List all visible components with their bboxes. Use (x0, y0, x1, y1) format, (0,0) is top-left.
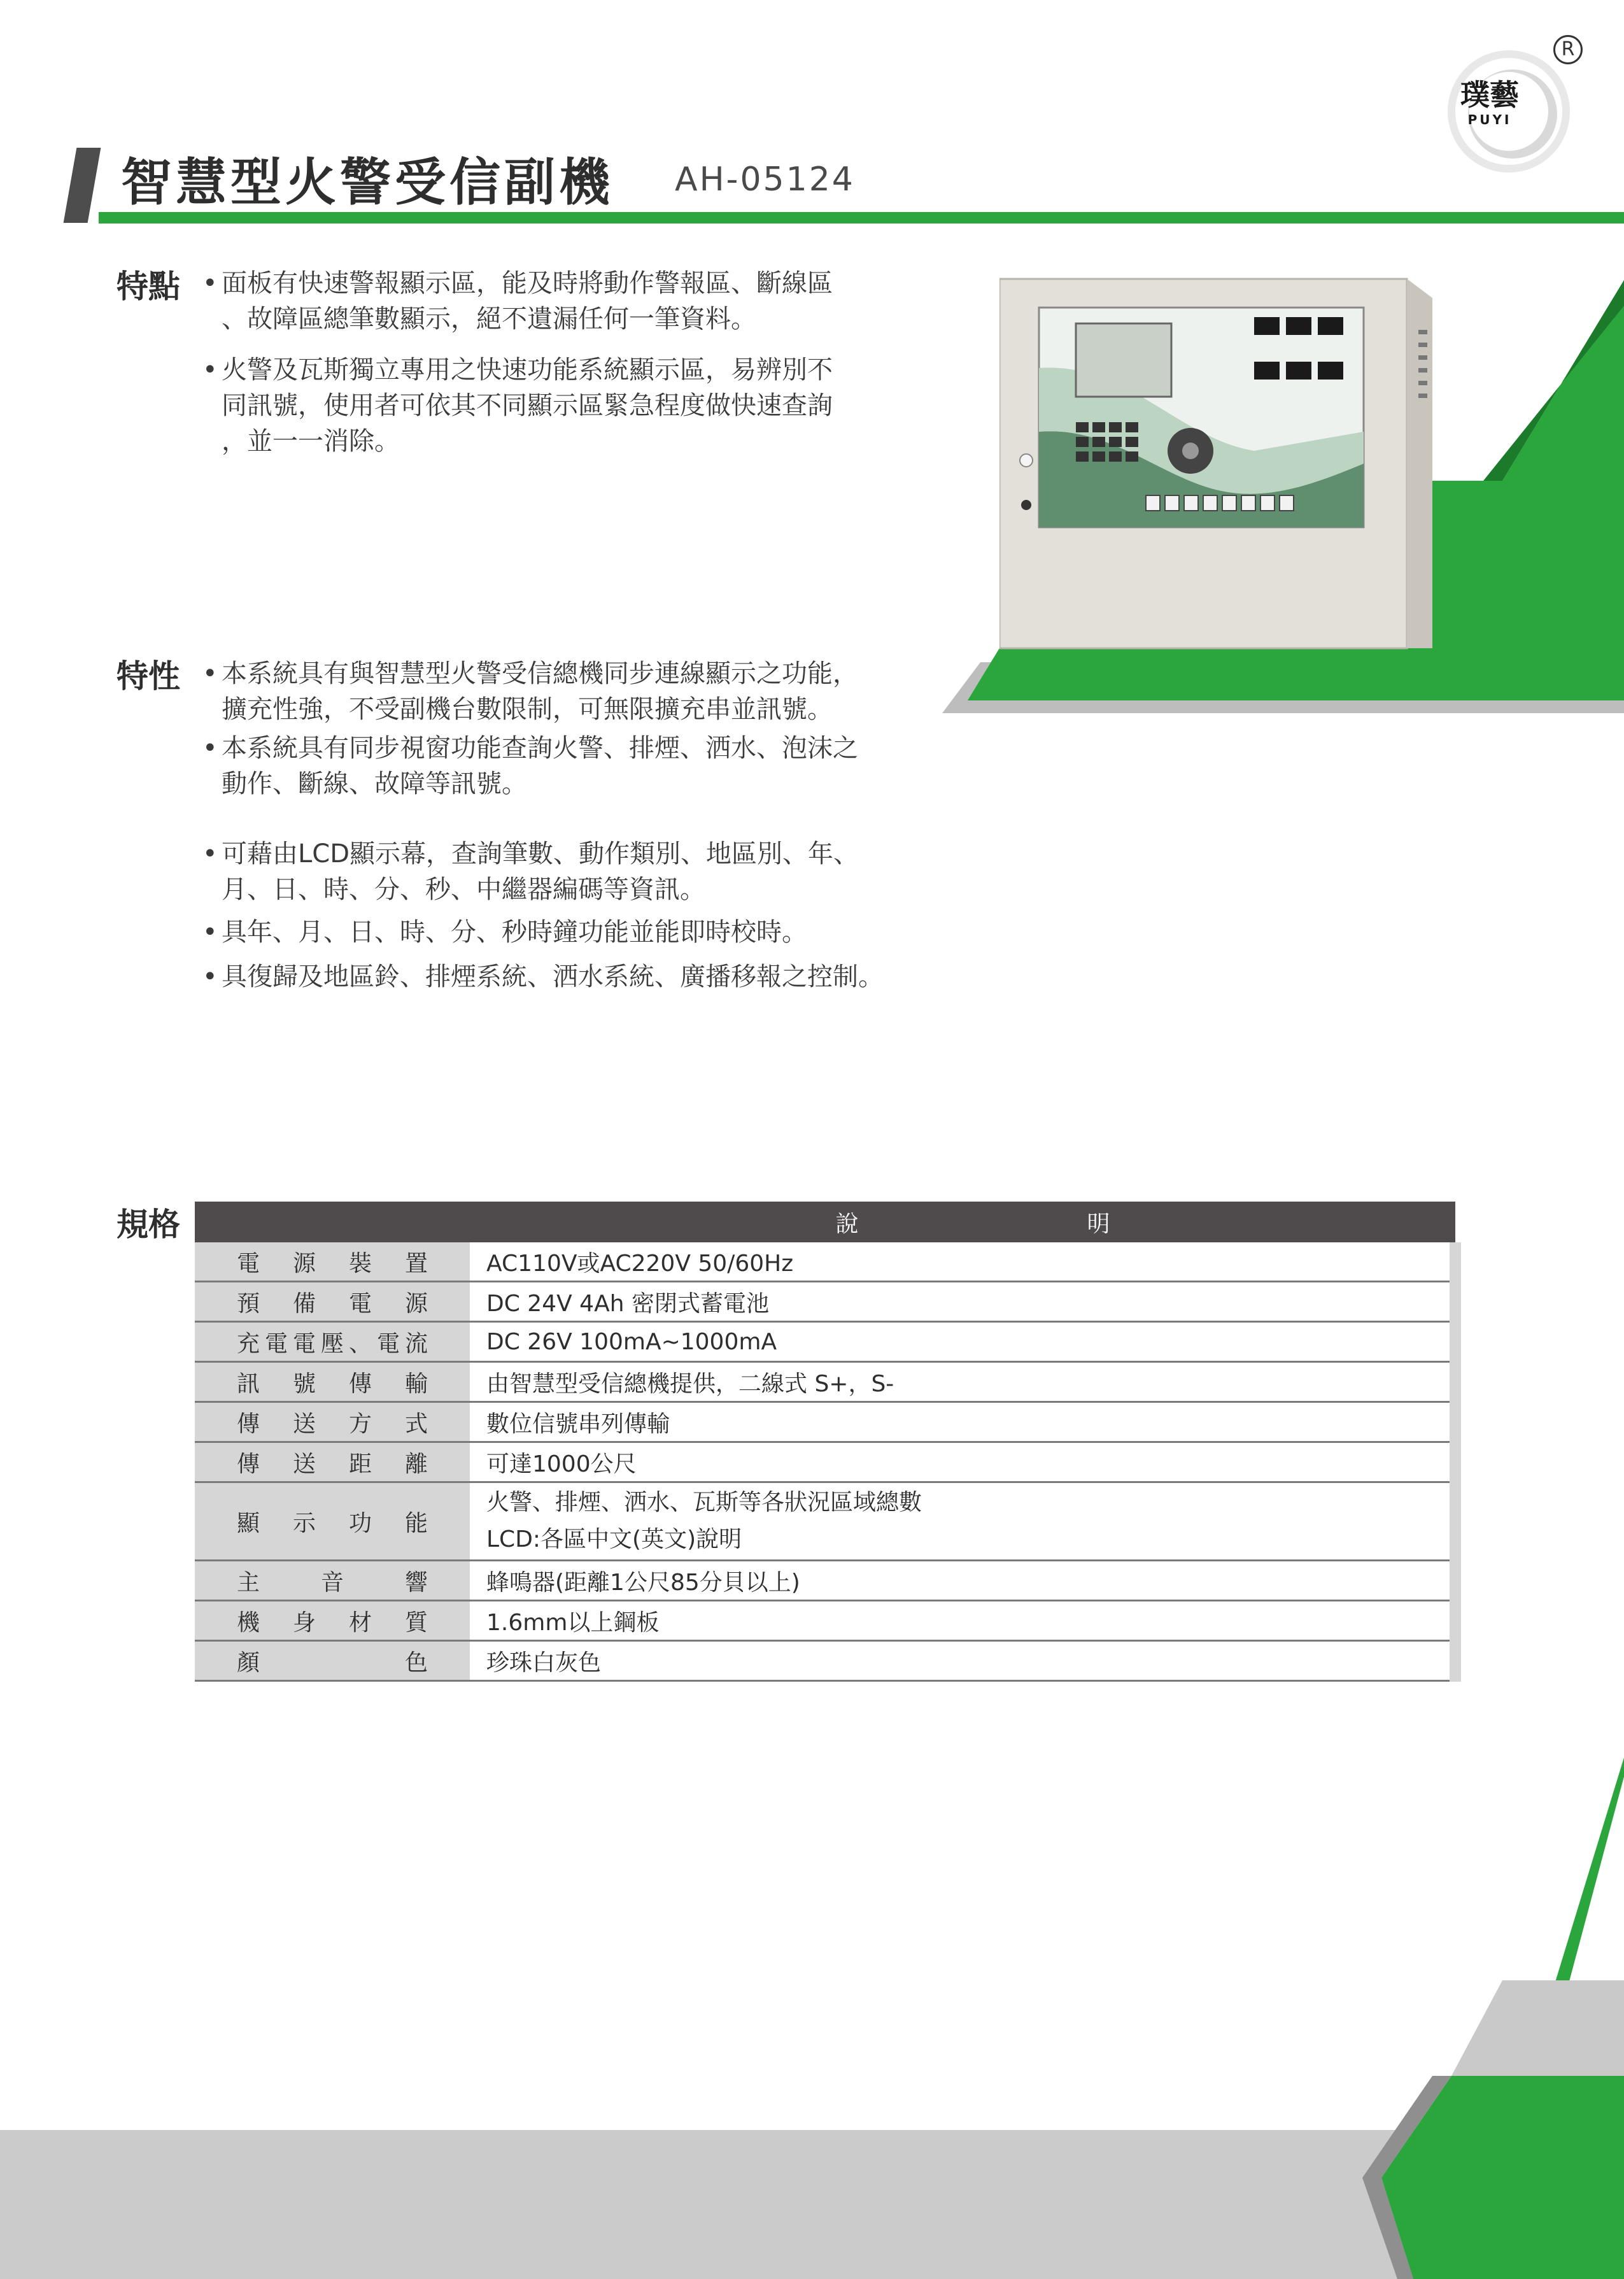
spec-value: DC 24V 4Ah 密閉式蓄電池 (470, 1282, 1455, 1322)
fire-alarm-panel-photo-icon (999, 273, 1445, 655)
registered-mark: R (1553, 35, 1583, 64)
spec-header-row (195, 1202, 1455, 1242)
spec-value: 可達1000公尺 (470, 1442, 1455, 1482)
feature-text: 面板有快速警報顯示區，能及時將動作警報區、斷線區 (222, 269, 833, 298)
spec-key: 訊號傳輸 (195, 1362, 470, 1402)
features-label: 特點 (117, 268, 180, 305)
characteristic-item: • 具復歸及地區鈴、排煙系統、洒水系統、廣播移報之控制。 (202, 962, 884, 991)
title-accent-bar (64, 148, 101, 223)
spec-table (195, 1202, 1461, 1682)
spec-header-right: 明 (1087, 1210, 1110, 1237)
table-row (195, 1362, 1455, 1402)
characteristic-text: 動作、斷線、故障等訊號。 (222, 769, 527, 799)
spec-key: 主音響 (195, 1561, 470, 1601)
spec-value: 由智慧型受信總機提供，二線式 S+，S- (470, 1362, 1455, 1402)
table-row (195, 1641, 1455, 1681)
characteristic-item: • 本系統具有同步視窗功能查詢火警、排煙、洒水、泡沫之 動作、斷線、故障等訊號。 (202, 730, 858, 802)
characteristic-item: • 可藉由LCD顯示幕，查詢筆數、動作類別、地區別、年、 月、日、時、分、秒、中繼器編碼等資訊。 (202, 836, 859, 907)
header-rule (99, 212, 1624, 224)
table-row (195, 1402, 1455, 1442)
characteristic-text: 本系統具有與智慧型火警受信總機同步連線顯示之功能， (222, 659, 858, 688)
spec-key: 充電電壓、電流 (195, 1322, 470, 1362)
spec-value-cell (470, 1482, 1455, 1561)
spec-value: 1.6mm以上鋼板 (470, 1601, 1455, 1641)
table-row (195, 1601, 1455, 1641)
spec-key: 電源裝置 (195, 1242, 470, 1282)
feature-item: • 火警及瓦斯獨立專用之快速功能系統顯示區，易辨別不 同訊號，使用者可依其不同顯示區緊急程度做快速查詢 ，並一一消除。 (202, 352, 833, 459)
spec-header (195, 1202, 1455, 1242)
page-title: 智慧型火警受信副機 (121, 153, 614, 212)
characteristic-text: 具復歸及地區鈴、排煙系統、洒水系統、廣播移報之控制。 (222, 962, 884, 991)
feature-text: 火警及瓦斯獨立專用之快速功能系統顯示區，易辨別不 (222, 355, 833, 385)
puyi-logo-icon (1445, 48, 1572, 175)
spec-value: LCD:各區中文(英文)說明 (486, 1526, 742, 1552)
spec-key: 顯示功能 (195, 1482, 470, 1561)
spec-key: 傳送距離 (195, 1442, 470, 1482)
characteristic-item: • 具年、月、日、時、分、秒時鐘功能並能即時校時。 (202, 918, 807, 947)
feature-text: 同訊號，使用者可依其不同顯示區緊急程度做快速查詢 (222, 391, 833, 420)
spec-value: 數位信號串列傳輸 (470, 1402, 1455, 1442)
spec-header-left: 說 (835, 1210, 859, 1237)
characteristic-text: 擴充性強，不受副機台數限制，可無限擴充串並訊號。 (222, 695, 833, 724)
spec-value: 珍珠白灰色 (470, 1641, 1455, 1681)
table-row (195, 1561, 1455, 1601)
spec-value: DC 26V 100mA~1000mA (470, 1322, 1455, 1362)
characteristic-item: • 本系統具有與智慧型火警受信總機同步連線顯示之功能， 擴充性強，不受副機台數限制，可無限擴充串並訊號。 (202, 656, 858, 727)
characteristics-label: 特性 (117, 658, 180, 695)
characteristic-text: 可藉由LCD顯示幕，查詢筆數、動作類別、地區別、年、 (222, 839, 859, 869)
logo-name: 璞藝 (1460, 78, 1519, 112)
spec-key: 傳送方式 (195, 1402, 470, 1442)
feature-text: ，並一一消除。 (222, 427, 400, 456)
spec-label: 規格 (117, 1206, 180, 1243)
characteristic-text: 本系統具有同步視窗功能查詢火警、排煙、洒水、泡沫之 (222, 734, 858, 763)
table-row (195, 1442, 1455, 1482)
characteristic-text: 月、日、時、分、秒、中繼器編碼等資訊。 (222, 875, 705, 904)
spec-key: 機身材質 (195, 1601, 470, 1641)
table-row (195, 1242, 1455, 1282)
spec-value: 火警、排煙、洒水、瓦斯等各狀況區域總數 (486, 1489, 922, 1516)
footer-corner-decoration (1337, 1757, 1624, 2279)
logo-latin: PUYI (1467, 112, 1512, 127)
spec-value: 蜂鳴器(距離1公尺85分貝以上) (470, 1561, 1455, 1601)
spec-key: 顏色 (195, 1641, 470, 1681)
spec-value: AC110V或AC220V 50/60Hz (470, 1242, 1455, 1282)
characteristic-text: 具年、月、日、時、分、秒時鐘功能並能即時校時。 (222, 918, 807, 947)
table-row (195, 1482, 1455, 1561)
model-number: AH-05124 (675, 160, 855, 199)
feature-text: 、故障區總筆數顯示，絕不遺漏任何一筆資料。 (222, 304, 756, 334)
spec-key: 預備電源 (195, 1282, 470, 1322)
feature-item: • 面板有快速警報顯示區，能及時將動作警報區、斷線區 、故障區總筆數顯示，絕不遺漏任何一筆資料。 (202, 266, 833, 337)
table-row (195, 1322, 1455, 1362)
table-row (195, 1282, 1455, 1322)
